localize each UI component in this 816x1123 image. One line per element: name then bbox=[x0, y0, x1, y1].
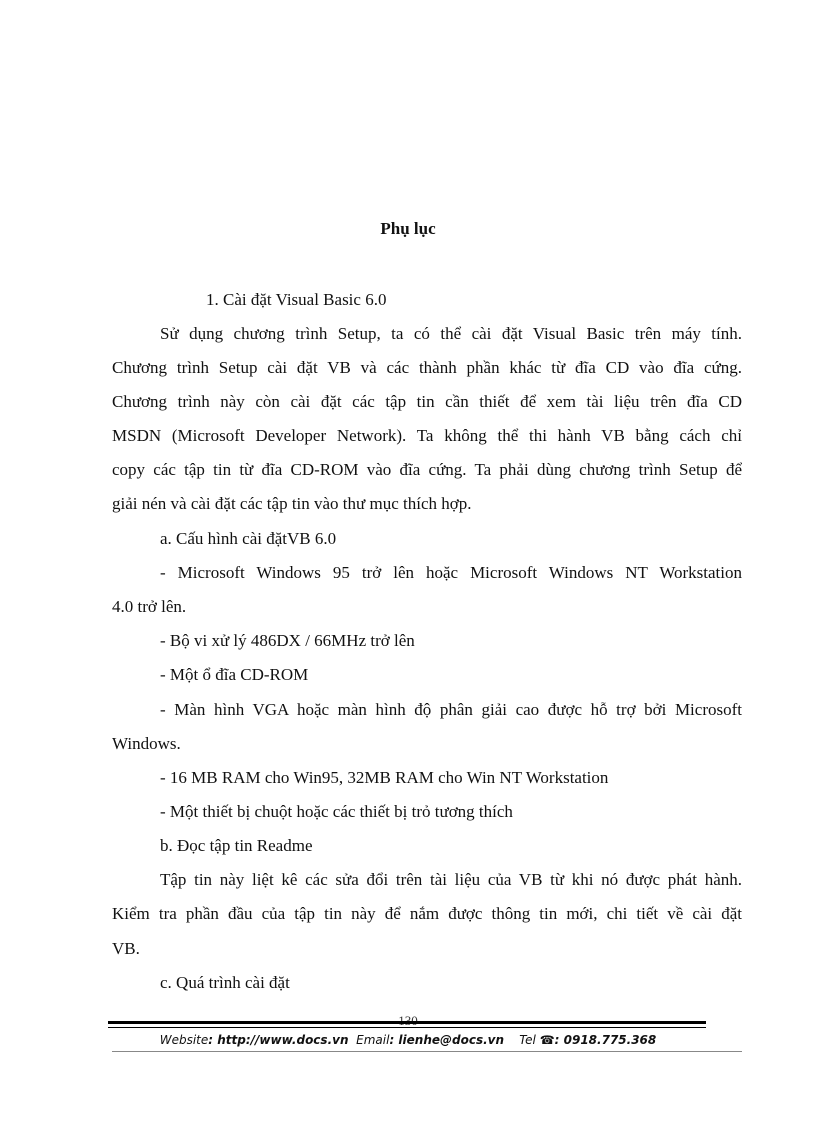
paragraph-line: giải nén và cài đặt các tập tin vào thư mục thích hợp. bbox=[112, 494, 472, 513]
list-item-continued: 4.0 trở lên. bbox=[112, 597, 187, 616]
email-label: Email bbox=[356, 1033, 390, 1047]
email-link[interactable]: : lienhe@docs.vn bbox=[389, 1033, 505, 1047]
footer-rule-thick bbox=[108, 1021, 706, 1024]
list-item: - 16 MB RAM cho Win95, 32MB RAM cho Win NT Workstation bbox=[160, 768, 609, 787]
list-item: - Bộ vi xử lý 486DX / 66MHz trở lên bbox=[160, 631, 415, 650]
list-item-continued: Windows. bbox=[112, 734, 181, 753]
subsection-heading-b: b. Đọc tập tin Readme bbox=[160, 836, 313, 855]
paragraph-line: copy các tập tin từ đĩa CD-ROM vào đĩa cứng. Ta phải dùng chương trình Setup để bbox=[112, 460, 742, 479]
phone-number: : 0918.775.368 bbox=[554, 1033, 657, 1047]
footer-contact bbox=[0, 1033, 816, 1047]
list-item: - Màn hình VGA hoặc màn hình độ phân giải cao được hỗ trợ bởi Microsoft bbox=[160, 700, 742, 719]
bottom-rule bbox=[112, 1051, 742, 1052]
paragraph-line: Tập tin này liệt kê các sửa đổi trên tài liệu của VB từ khi nó được phát hành. bbox=[160, 870, 742, 889]
website-link[interactable]: : http://www.docs.vn bbox=[208, 1033, 349, 1047]
paragraph-line: Kiểm tra phần đầu của tập tin này để nắm được thông tin mới, chi tiết về cài đặt bbox=[112, 904, 742, 923]
website-label: Website bbox=[159, 1033, 209, 1047]
phone-icon: ☎ bbox=[539, 1033, 555, 1047]
paragraph-line: MSDN (Microsoft Developer Network). Ta không thể thi hành VB bằng cách chỉ bbox=[112, 426, 742, 445]
subsection-heading-a: a. Cấu hình cài đặtVB 6.0 bbox=[160, 529, 337, 548]
tel-label: Tel bbox=[519, 1033, 536, 1047]
list-item: - Microsoft Windows 95 trở lên hoặc Microsoft Windows NT Workstation bbox=[160, 563, 742, 582]
subsection-heading-c: c. Quá trình cài đặt bbox=[160, 973, 290, 992]
section-heading-1: 1. Cài đặt Visual Basic 6.0 bbox=[206, 290, 387, 309]
paragraph-line: Chương trình Setup cài đặt VB và các thành phần khác từ đĩa CD vào đĩa cứng. bbox=[112, 358, 742, 377]
footer-rule-thin bbox=[108, 1027, 706, 1028]
page-title: Phụ lục bbox=[380, 219, 436, 238]
list-item: - Một ổ đĩa CD-ROM bbox=[160, 665, 309, 684]
list-item: - Một thiết bị chuột hoặc các thiết bị trỏ tương thích bbox=[160, 802, 513, 821]
paragraph-line: Chương trình này còn cài đặt các tập tin cần thiết để xem tài liệu trên đĩa CD bbox=[112, 392, 742, 411]
paragraph-line: VB. bbox=[112, 939, 140, 958]
paragraph-line: Sử dụng chương trình Setup, ta có thể cài đặt Visual Basic trên máy tính. bbox=[160, 324, 742, 343]
